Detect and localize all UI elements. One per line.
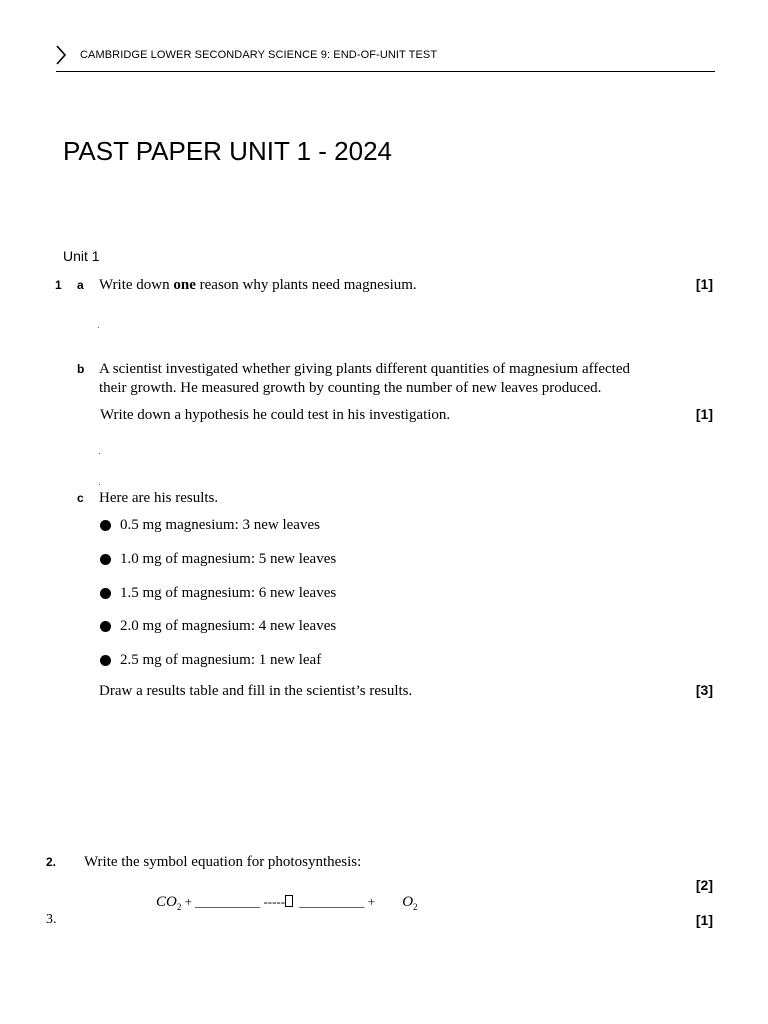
question-3-number: 3. [46, 912, 57, 927]
header-title: CAMBRIDGE LOWER SECONDARY SCIENCE 9: END-OF-UNIT TEST [80, 49, 438, 61]
question-2-text: Write the symbol equation for photosynthesis: [84, 854, 362, 870]
result-item: 1.0 mg of magnesium: 5 new leaves [100, 551, 336, 568]
result-item: 2.5 mg of magnesium: 1 new leaf [100, 652, 321, 669]
question-1b-line1: A scientist investigated whether giving plants different quantities of magnesium affected [99, 361, 630, 377]
question-1a-text: Write down one reason why plants need magnesium. [99, 277, 417, 293]
answer-line-1b-2[interactable] [99, 484, 100, 485]
page-title: PAST PAPER UNIT 1 - 2024 [63, 136, 392, 166]
equation-blank-2[interactable]: __________ + [296, 894, 379, 909]
question-1c-marks: [3] [695, 682, 713, 698]
question-1a-letter: a [77, 278, 84, 292]
question-1b-prompt: Write down a hypothesis he could test in his investigation. [100, 407, 451, 423]
bullet-icon [100, 655, 111, 666]
question-1b-line2: their growth. He measured growth by counting the number of new leaves produced. [99, 380, 602, 396]
result-item: 0.5 mg magnesium: 3 new leaves [100, 517, 320, 534]
question-2-marks: [2] [695, 877, 713, 893]
question-2-number: 2. [46, 855, 57, 869]
unit-label: Unit 1 [63, 248, 100, 264]
question-1b-marks: [1] [695, 406, 713, 422]
bullet-icon [100, 520, 111, 531]
answer-line-1b[interactable] [99, 453, 100, 454]
bullet-icon [100, 588, 111, 599]
question-1a-marks: [1] [695, 276, 713, 292]
answer-line-1a[interactable] [98, 327, 99, 328]
result-item: 2.0 mg of magnesium: 4 new leaves [100, 618, 336, 635]
question-1c-letter: c [77, 491, 84, 505]
question-3-marks: [1] [695, 912, 713, 928]
bullet-icon [100, 621, 111, 632]
chevron-right-icon [52, 43, 72, 67]
question-1-number: 1 [55, 278, 62, 292]
question-1c-instruction: Draw a results table and fill in the scientist’s results. [99, 683, 413, 699]
photosynthesis-equation: $CO_2$ + __________ ----- __________ + $O_2$ [156, 894, 418, 912]
equation-blank-1[interactable]: + __________ [181, 894, 264, 909]
question-1c-intro: Here are his results. [99, 490, 219, 506]
result-item: 1.5 mg of magnesium: 6 new leaves [100, 585, 336, 602]
header-divider [56, 71, 715, 72]
bullet-icon [100, 554, 111, 565]
arrow-placeholder-icon [285, 895, 293, 907]
question-1b-letter: b [77, 362, 85, 376]
